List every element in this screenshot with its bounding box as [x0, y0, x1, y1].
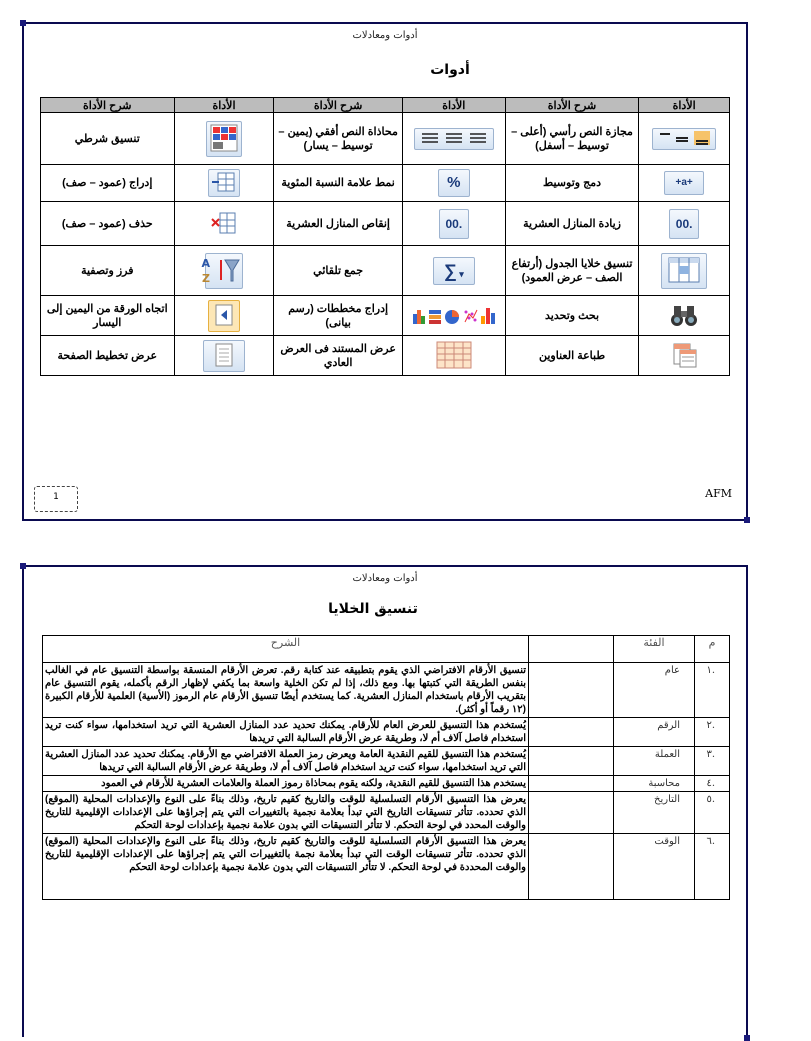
delete-cells-icon	[208, 209, 240, 239]
row-category: التاريخ	[614, 792, 695, 834]
tool-cell	[639, 296, 730, 336]
normal-view-icon	[432, 339, 476, 373]
tool-cell	[174, 165, 274, 202]
row-category: العملة	[614, 747, 695, 776]
insert-chart-icon	[409, 303, 499, 329]
merge-center-icon: +a+	[664, 171, 704, 195]
sort-filter-icon	[201, 253, 243, 289]
tool-desc: إنقاص المنازل العشرية	[274, 202, 402, 246]
table-row	[43, 834, 730, 900]
tool-cell	[174, 202, 274, 246]
tool-desc: زيادة المنازل العشرية	[505, 202, 639, 246]
table-row	[41, 336, 730, 376]
decrease-decimal-icon: .00	[439, 209, 469, 239]
tool-desc: عرض تخطيط الصفحة	[41, 336, 175, 376]
autosum-icon: ▾ ∑	[433, 257, 475, 285]
print-titles-icon	[668, 340, 700, 372]
col-desc: شرح الأداة	[274, 98, 402, 113]
tool-desc: إدراج (عمود – صف)	[41, 165, 175, 202]
percent-icon: %	[438, 169, 470, 197]
table-row	[41, 113, 730, 165]
row-category: الوقت	[614, 834, 695, 900]
footer-text: AFM	[705, 487, 732, 500]
table-row	[43, 718, 730, 747]
row-number: .٦	[695, 834, 730, 900]
cell-format-header-row	[43, 636, 730, 663]
row-blank	[529, 663, 614, 718]
col-explanation: الشرح	[43, 636, 529, 663]
page-header: أدوات ومعادلات	[352, 30, 418, 41]
row-blank	[529, 834, 614, 900]
page-layout-icon	[203, 340, 245, 372]
col-desc: شرح الأداة	[505, 98, 639, 113]
row-category: محاسبة	[614, 776, 695, 792]
col-blank	[529, 636, 614, 663]
tool-desc: دمج وتوسيط	[505, 165, 639, 202]
binoculars-icon	[668, 301, 700, 331]
tool-desc: طباعة العناوين	[505, 336, 639, 376]
tool-desc: إدراج مخططات (رسم بيانى)	[274, 296, 402, 336]
tool-cell	[639, 336, 730, 376]
row-description: تنسيق الأرقام الافتراضي الذي يقوم بتطبيقه عند كتابة رقم. تعرض الأرقام المنسقة بواسطة التنسيق عام في الغالب بنفس الطريقة التي كتبتها بها. ومع ذلك، إذا لم تكن الخلية واسعة بما يكفي لإظهار الرقم بأكمله، يقوم التنسيق عام بتقريب الأرقام باستخدام المنازل العشرية. كما يستخدم أيضًا تنسيق الأرقام عام الرموز (الأسية) العلمية للأرقام الكبيرة (١٢ رقماً أو أكثر).	[43, 663, 529, 718]
tool-cell	[639, 165, 730, 202]
row-category: عام	[614, 663, 695, 718]
page-title: أدوات	[430, 62, 470, 78]
table-row	[41, 246, 730, 296]
row-description: يعرض هذا التنسيق الأرقام التسلسلية للوقت والتاريخ كقيم تاريخ، وذلك بناءً على النوع والإعدادات المحلية (الموقع) الذي تحدده. تتأثر تنسيقات الوقت التي تبدأ بعلامة نجمة بالتغييرات التي يتم إجراؤها على الإعدادات الإقليمية للتاريخ والوقت المحددة في لوحة التحكم. لا تتأثر التنسيقات التي بدون علامة نجمية بإعدادات لوحة التحكم	[43, 834, 529, 900]
table-row	[43, 747, 730, 776]
tool-cell	[639, 113, 730, 165]
page-header: أدوات ومعادلات	[352, 573, 418, 584]
tool-cell	[174, 246, 274, 296]
tools-table	[40, 97, 730, 376]
tool-desc: محاذاة النص أفقي (يمين – توسيط – يسار)	[274, 113, 402, 165]
row-description: يعرض هذا التنسيق الأرقام التسلسلية للوقت والتاريخ كقيم تاريخ، وذلك بناءً على النوع والإعدادات المحلية (الموقع) الذي تحدده. تتأثر تنسيقات التاريخ التي تبدأ بعلامة نجمية بالتغييرات التي يتم إجراؤها على الإعدادات الإقليمية للتاريخ والوقت المحدد في لوحة التحكم. لا تتأثر التنسيقات التي بدون علامة نجمية بإعدادات لوحة التحكم	[43, 792, 529, 834]
table-row	[41, 296, 730, 336]
col-tool: الأداة	[402, 98, 505, 113]
tool-cell	[174, 336, 274, 376]
tool-desc: بحث وتحديد	[505, 296, 639, 336]
tool-cell	[402, 246, 505, 296]
col-category: الفئة	[614, 636, 695, 663]
page-tools	[22, 22, 748, 521]
tool-cell	[402, 113, 505, 165]
tool-desc: عرض المستند فى العرض العادي	[274, 336, 402, 376]
cell-format-table	[42, 635, 730, 900]
tool-desc: تنسيق شرطي	[41, 113, 175, 165]
tool-desc: جمع تلقائي	[274, 246, 402, 296]
row-blank	[529, 792, 614, 834]
row-description: يُستخدم هذا التنسيق للعرض العام للأرقام. يمكنك تحديد عدد المنازل العشرية التي تريد استخدامها، سواء كنت تريد استخدام فاصل آلاف أم لا، وطريقة عرض الأرقام السالبة التي تريدها	[43, 718, 529, 747]
svg-text:A: A	[201, 256, 210, 270]
row-blank	[529, 776, 614, 792]
tools-header-row	[41, 98, 730, 113]
row-category: الرقم	[614, 718, 695, 747]
col-tool: الأداة	[174, 98, 274, 113]
tool-desc: فرز وتصفية	[41, 246, 175, 296]
table-row	[41, 202, 730, 246]
page-cell-formatting	[22, 565, 748, 1037]
tool-desc: نمط علامة النسبة المئوية	[274, 165, 402, 202]
tool-cell	[402, 296, 505, 336]
row-number: .٤	[695, 776, 730, 792]
tool-cell	[639, 202, 730, 246]
row-description: يُستخدم هذا التنسيق للقيم النقدية العامة ويعرض رمز العملة الافتراضي مع الأرقام. يمكنك تحديد عدد المنازل العشرية التي تريد استخدامها، سواء كنت تريد استخدام فاصل آلاف أم لا، وطريقة عرض الأرقام السالبة التي تريدها	[43, 747, 529, 776]
table-row	[43, 792, 730, 834]
table-row	[43, 663, 730, 718]
page-number: 1	[34, 486, 78, 512]
table-row	[43, 776, 730, 792]
format-cells-icon	[661, 253, 707, 289]
col-desc: شرح الأداة	[41, 98, 175, 113]
increase-decimal-icon: .00	[669, 209, 699, 239]
tool-desc: تنسيق خلايا الجدول (أرتفاع الصف – عرض العمود)	[505, 246, 639, 296]
col-tool: الأداة	[639, 98, 730, 113]
row-number: .٢	[695, 718, 730, 747]
tool-cell	[402, 165, 505, 202]
row-blank	[529, 718, 614, 747]
tool-desc: حذف (عمود – صف)	[41, 202, 175, 246]
autosum-symbol: ∑	[443, 260, 457, 281]
row-number: .٣	[695, 747, 730, 776]
svg-text:Z: Z	[202, 271, 210, 285]
sheet-right-to-left-icon	[208, 300, 240, 332]
row-blank	[529, 747, 614, 776]
align-vertical-icon	[652, 128, 716, 150]
tool-cell	[402, 202, 505, 246]
page-title: تنسيق الخلايا	[328, 601, 418, 617]
tool-cell	[639, 246, 730, 296]
tool-desc: اتجاه الورقة من اليمين إلى اليسار	[41, 296, 175, 336]
conditional-format-icon	[206, 121, 242, 157]
row-number: .٥	[695, 792, 730, 834]
tool-cell	[402, 336, 505, 376]
tool-desc: مجازة النص رأسي (أعلى – توسيط – أسفل)	[505, 113, 639, 165]
row-description: يستخدم هذا التنسيق للقيم النقدية، ولكنه يقوم بمحاذاة رموز العملة والعلامات العشرية للأرقام في العمود	[43, 776, 529, 792]
align-horizontal-icon	[414, 128, 494, 150]
tool-cell	[174, 296, 274, 336]
insert-cells-icon	[208, 169, 240, 197]
col-number: م	[695, 636, 730, 663]
row-number: .١	[695, 663, 730, 718]
tool-cell	[174, 113, 274, 165]
table-row	[41, 165, 730, 202]
